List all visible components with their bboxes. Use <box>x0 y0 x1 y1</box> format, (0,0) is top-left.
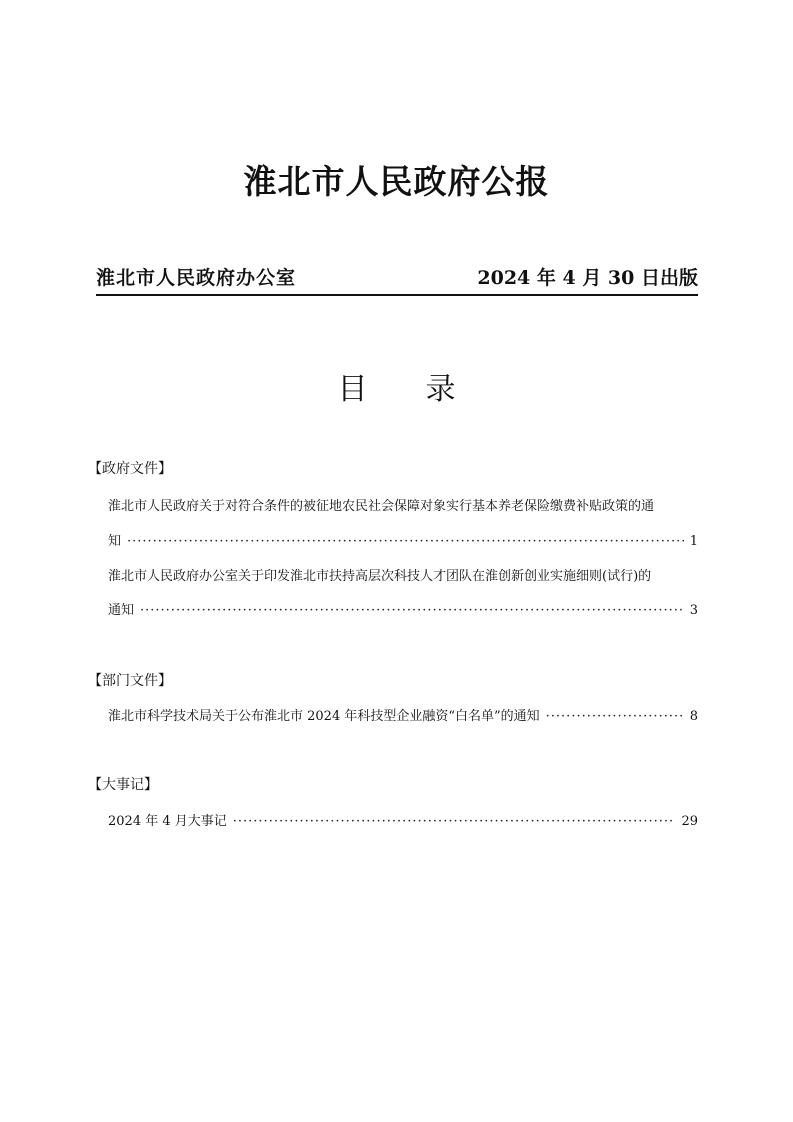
toc-entry-line[interactable] <box>108 532 698 552</box>
toc-title: 目录 <box>337 372 514 407</box>
dot-leader <box>233 812 676 832</box>
toc-entry-line[interactable]: 淮北市人民政府办公室关于印发淮北市扶持高层次科技人才团队在淮创新创业实施细则(试行)的 <box>108 569 652 584</box>
toc-entry-text: 通知 <box>108 603 135 618</box>
bulletin-title: 淮北市人民政府公报 <box>243 162 550 201</box>
toc-page-number: 3 <box>689 603 698 618</box>
toc-page-number: 1 <box>689 534 698 549</box>
toc-entry-line[interactable] <box>108 601 698 621</box>
dot-leader <box>546 707 684 727</box>
toc-entry-text: 知 <box>108 534 122 549</box>
dot-leader <box>127 532 684 552</box>
toc-page-number: 29 <box>681 814 698 829</box>
toc-entry-text: 淮北市科学技术局关于公布淮北市 2024 年科技型企业融资“白名单”的通知 <box>108 709 540 724</box>
toc-entry-text: 2024 年 4 月大事记 <box>108 814 227 829</box>
masthead <box>96 264 698 296</box>
issuer-name: 淮北市人民政府办公室 <box>96 267 297 289</box>
toc-page-number: 8 <box>689 709 698 724</box>
section-header-chronicle: 【大事记】 <box>88 777 158 793</box>
toc-entry-line[interactable]: 淮北市人民政府关于对符合条件的被征地农民社会保障对象实行基本养老保险缴费补贴政策的通 <box>108 499 655 514</box>
publication-date: 2024 年 4 月 30 日出版 <box>477 267 698 289</box>
toc-entry-line[interactable] <box>108 812 698 832</box>
section-header-government-documents: 【政府文件】 <box>88 461 172 477</box>
toc-entry-line[interactable] <box>108 707 698 727</box>
dot-leader <box>140 601 684 621</box>
section-header-department-documents: 【部门文件】 <box>88 673 172 689</box>
